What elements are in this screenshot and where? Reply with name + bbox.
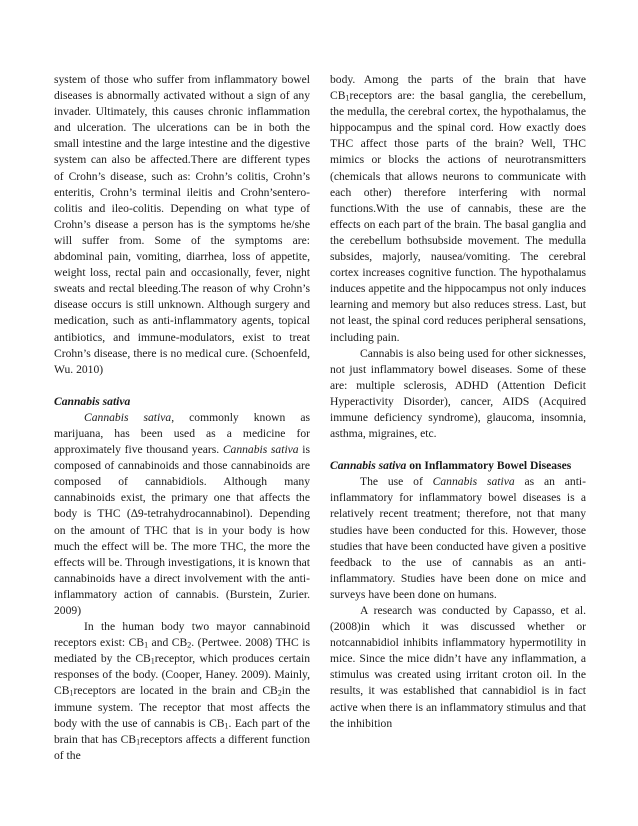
left-column xyxy=(54,72,310,764)
paragraph-capasso-research: A research was conducted by Capasso, et al. (2008)in which it was discussed whether or notcannabidiol inhibits inflammatory hypermotility in mice. Since the mice didn’t have any inflammation, a stimulus was created using irritant croton oil. In the results, it was established that cannabidiol is in fact active when there is an inflammatory stimulus and that the inhibition xyxy=(330,604,586,730)
right-column xyxy=(330,72,586,732)
paragraph-receptors: In the human body two mayor cannabinoid receptors exist: $CB_1$ and $CB_2$. (Pertwee. 2008) THC is mediated by the $CB_1receptor$, which produces certain responses of the body. (Cooper, Haney. 2009). Mainly, $CB_1receptors$ are located in the brain and $CB_2in$ the immune system. The receptor that most affects the body with the use of cannabis is $CB_1$. Each part of the brain that has $CB_1receptors$ affects a different function of the xyxy=(54,620,311,762)
paragraph-other-sicknesses: Cannabis is also being used for other sicknesses, not just inflammatory bowel diseases. Some of these are: multiple sclerosis, ADHD (Attention Deficit Hyperactivity Disorder), cancer, AIDS (Acquired immune deficiency syndrome), glaucoma, insomnia, asthma, migraines, etc. xyxy=(330,346,586,441)
paragraph-brain-parts: body. Among the parts of the brain that have $CB_1receptors$ are: the basal ganglia, the cerebellum, the medulla, the cerebral cortex, the hypothalamus, the hippocampus and the spinal cord. How exactly does THC affect those parts of the brain? Well, THC mimics or blocks the actions of neurotransmitters (chemicals that allows neurons to communicate with each other) therefore interfering with normal functions.With the use of cannabis, these are the effects on each part of the brain. The basal ganglia and the cerebellum bothsubside movement. The medulla subsides, majorly, nausea/vomiting. The cerebral cortex increases cognitive function. The hypothalamus induces appetite and the hippocampus not only induces learning and memory but also reduces stress. Last, but not least, the spinal cord reduces peripheral sensations, including pain. xyxy=(330,73,586,344)
paragraph-crohns: system of those who suffer from inflammatory bowel diseases is abnormally activated without a sign of any invader. Ultimately, this causes chronic inflammation and ulceration. The ulcerations can be in both the small intestine and the large intestine and the digestive system can also be affected.There are different types of Crohn’s disease, such as: Crohn’s colitis, Crohn’s enteritis, Crohn’s terminal ileitis and Crohn’sentero-colitis and ileo-colitis. Depending on what type of Crohn’s disease a person has is the symptoms he/she will suffer from. Some of the symptoms are: abdominal pain, vomiting, diarrhea, loss of appetite, weight loss, rectal pain and occasionally, fever, night sweats and rectal bleeding.The reason of why Crohn’s disease occurs is still unknown. Although surgery and medication, such as anti-inflammatory agents, topical antibiotics, and immune-modulators, exist to treat Crohn’s disease, there is no medical cure. (Schoenfeld, Wu. 2010) xyxy=(54,73,310,376)
paragraph-anti-inflammatory-use: The use of Cannabis sativa as an anti-inflammatory for inflammatory bowel diseases is a relatively recent treatment; therefore, not that many studies have been conducted for this. However, those studies that have been conducted have given a positive feedback to the use of cannabis as an anti-inflammatory. Studies have been done on mice and surveys have been done on humans. xyxy=(330,475,586,601)
section-heading-cannabis-ibd: Cannabis sativa on Inflammatory Bowel Diseases xyxy=(330,459,572,473)
paragraph-cannabis-intro: Cannabis sativa, commonly known as marijuana, has been used as a medicine for approximately five thousand years. Cannabis sativa is composed of cannabinoids and those cannabinoids are composed of cannabidiols. Although many cannabinoids exist, the primary one that affects the body is THC (∆9-tetrahydrocannabinol). Depending on the amount of THC that is in your body is how much the effect will be. The more THC, the more the effects will be. Through investigations, it is known that cannabinoids have a direct involvement with the anti-inflammatory action of cannabis. (Burstein, Zurier. 2009) xyxy=(54,410,310,617)
section-heading-cannabis-sativa: Cannabis sativa xyxy=(54,394,131,408)
